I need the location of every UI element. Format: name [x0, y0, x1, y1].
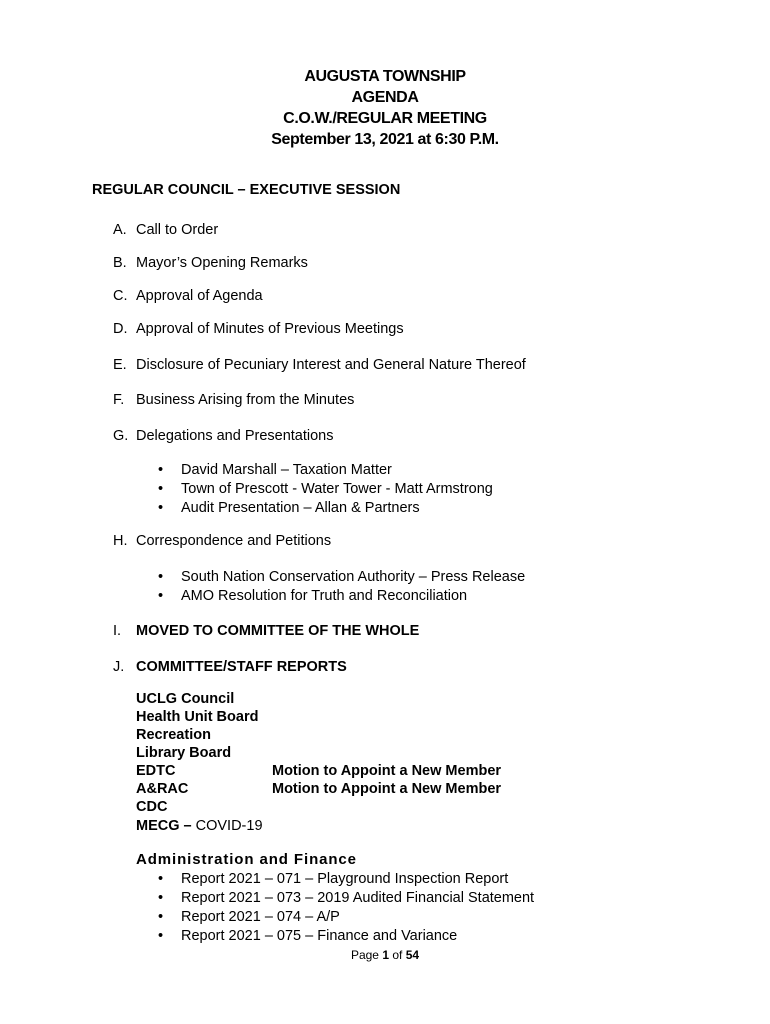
- item-text: MOVED TO COMMITTEE OF THE WHOLE: [136, 623, 420, 639]
- agenda-item-e: [113, 357, 526, 373]
- list-item: [158, 499, 493, 518]
- admin-report-text: Report 2021 – 073 – 2019 Audited Financial Statement: [181, 890, 535, 906]
- committee-name: A&RAC: [136, 781, 189, 797]
- bullet-icon: •: [158, 928, 164, 944]
- agenda-item-i: [113, 623, 419, 639]
- page-total: 54: [405, 948, 420, 962]
- agenda-label: AGENDA: [351, 89, 419, 106]
- committee-name: Health Unit Board: [136, 709, 259, 725]
- bullet-icon: •: [158, 569, 164, 585]
- list-item: [158, 461, 493, 480]
- item-text: Delegations and Presentations: [136, 428, 334, 444]
- committee-name: Recreation: [136, 727, 211, 743]
- delegation-text: Town of Prescott - Water Tower - Matt Armstrong: [181, 481, 493, 497]
- item-text: COMMITTEE/STAFF REPORTS: [136, 659, 347, 675]
- admin-report-text: Report 2021 – 074 – A/P: [181, 909, 340, 925]
- committee-name: UCLG Council: [136, 691, 235, 707]
- committee-reports: [136, 690, 501, 835]
- committee-row: [136, 798, 501, 816]
- item-letter: D.: [113, 321, 128, 337]
- bullet-icon: •: [158, 890, 164, 906]
- item-text: Correspondence and Petitions: [136, 533, 332, 549]
- committee-motion: Motion to Appoint a New Member: [272, 763, 502, 779]
- item-text: Approval of Minutes of Previous Meetings: [136, 321, 404, 337]
- agenda-item-a: [113, 222, 218, 238]
- item-letter: F.: [113, 392, 125, 408]
- page-label: Page: [350, 948, 379, 962]
- committee-row: [136, 744, 501, 762]
- admin-heading: Administration and Finance: [136, 851, 357, 868]
- correspondence-list: [158, 568, 525, 606]
- agenda-item-g: [113, 428, 334, 444]
- bullet-icon: •: [158, 588, 164, 604]
- agenda-item-f: [113, 392, 354, 408]
- bullet-icon: •: [158, 481, 164, 497]
- township-name: AUGUSTA TOWNSHIP: [304, 68, 466, 85]
- item-text: Mayor’s Opening Remarks: [136, 255, 308, 271]
- list-item: [158, 908, 534, 927]
- admin-report-text: Report 2021 – 071 – Playground Inspection Report: [181, 871, 509, 887]
- page-number: 1: [382, 948, 389, 962]
- committee-row: [136, 780, 501, 798]
- committee-name: EDTC: [136, 763, 176, 779]
- item-letter: H.: [113, 533, 128, 549]
- item-letter: E.: [113, 357, 127, 373]
- bullet-icon: •: [158, 462, 164, 478]
- meeting-date: September 13, 2021 at 6:30 P.M.: [271, 131, 499, 148]
- meeting-type: C.O.W./REGULAR MEETING: [283, 110, 487, 127]
- list-item: [158, 889, 534, 908]
- committee-note: COVID-19: [195, 818, 263, 834]
- bullet-icon: •: [158, 871, 164, 887]
- committee-name: CDC: [136, 799, 168, 815]
- section-heading: REGULAR COUNCIL – EXECUTIVE SESSION: [92, 182, 401, 198]
- item-text: Disclosure of Pecuniary Interest and General Nature Thereof: [136, 357, 526, 373]
- admin-reports-list: [158, 870, 534, 946]
- document-title: [0, 66, 770, 150]
- agenda-item-c: [113, 288, 263, 304]
- item-letter: A.: [113, 222, 127, 238]
- agenda-item-j: [113, 659, 347, 675]
- admin-report-text: Report 2021 – 075 – Finance and Variance: [181, 928, 458, 944]
- page-footer: [0, 948, 770, 962]
- delegation-text: David Marshall – Taxation Matter: [181, 462, 392, 478]
- agenda-item-h: [113, 533, 331, 549]
- list-item: [158, 480, 493, 499]
- agenda-item-b: [113, 255, 308, 271]
- item-letter: I.: [113, 623, 122, 639]
- list-item: [158, 587, 525, 606]
- committee-row: [136, 690, 501, 708]
- correspondence-text: AMO Resolution for Truth and Reconciliation: [181, 588, 468, 604]
- committee-motion: Motion to Appoint a New Member: [272, 781, 502, 797]
- bullet-icon: •: [158, 909, 164, 925]
- item-text: Call to Order: [136, 222, 219, 238]
- committee-row: [136, 762, 501, 780]
- committee-name: MECG –: [136, 818, 192, 834]
- correspondence-text: South Nation Conservation Authority – Press Release: [181, 569, 526, 585]
- of-label: of: [392, 948, 403, 962]
- delegation-text: Audit Presentation – Allan & Partners: [181, 500, 420, 516]
- agenda-item-d: [113, 321, 404, 337]
- bullet-icon: •: [158, 500, 164, 516]
- item-text: Approval of Agenda: [136, 288, 263, 304]
- list-item: [158, 568, 525, 587]
- delegations-list: [158, 461, 493, 518]
- committee-row: [136, 708, 501, 726]
- item-letter: C.: [113, 288, 128, 304]
- committee-name: Library Board: [136, 745, 232, 761]
- item-letter: G.: [113, 428, 129, 444]
- item-text: Business Arising from the Minutes: [136, 392, 355, 408]
- list-item: [158, 870, 534, 889]
- list-item: [158, 927, 534, 946]
- committee-row: [136, 726, 501, 744]
- item-letter: B.: [113, 255, 127, 271]
- committee-row: [136, 817, 501, 835]
- item-letter: J.: [113, 659, 125, 675]
